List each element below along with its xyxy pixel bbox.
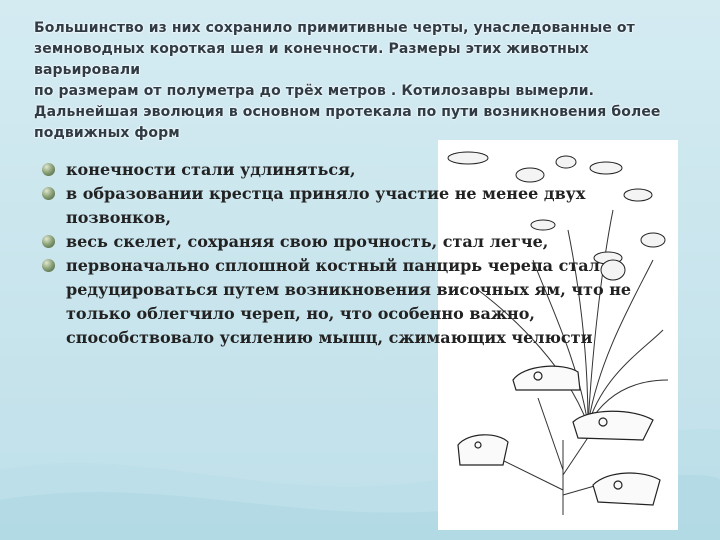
bullet-icon bbox=[42, 187, 55, 200]
bullet-icon bbox=[42, 235, 55, 248]
intro-line: Большинство из них сохранило примитивные черты, унаследованные от bbox=[34, 20, 635, 36]
bullet-text: в образовании крестца приняло участие не менее двух позвонков, bbox=[66, 184, 586, 227]
intro-line: по размерам от полуметра до трёх метров . Котилозавры вымерли. bbox=[34, 83, 595, 99]
intro-line: земноводных короткая шея и конечности. Размеры этих животных варьировали bbox=[34, 41, 589, 78]
bullet-text: первоначально сплошной костный панцирь черепа стал редуцироваться путем возникновения височных ям, что не только облегчило череп, но, что особенно важно, способствовало усилению мышц, сжимающих челюсти bbox=[66, 256, 632, 347]
list-item bbox=[40, 182, 680, 230]
intro-paragraph bbox=[34, 18, 694, 144]
bullet-icon bbox=[42, 163, 55, 176]
bullet-list bbox=[40, 158, 680, 350]
bullet-text: конечности стали удлиняться, bbox=[66, 160, 356, 179]
list-item bbox=[40, 254, 680, 350]
list-item bbox=[40, 158, 680, 182]
bullet-text: весь скелет, сохраняя свою прочность, стал легче, bbox=[66, 232, 549, 251]
bullet-icon bbox=[42, 259, 55, 272]
intro-line: Дальнейшая эволюция в основном протекала по пути возникновения более bbox=[34, 104, 661, 120]
intro-line: подвижных форм bbox=[34, 125, 180, 141]
list-item bbox=[40, 230, 680, 254]
